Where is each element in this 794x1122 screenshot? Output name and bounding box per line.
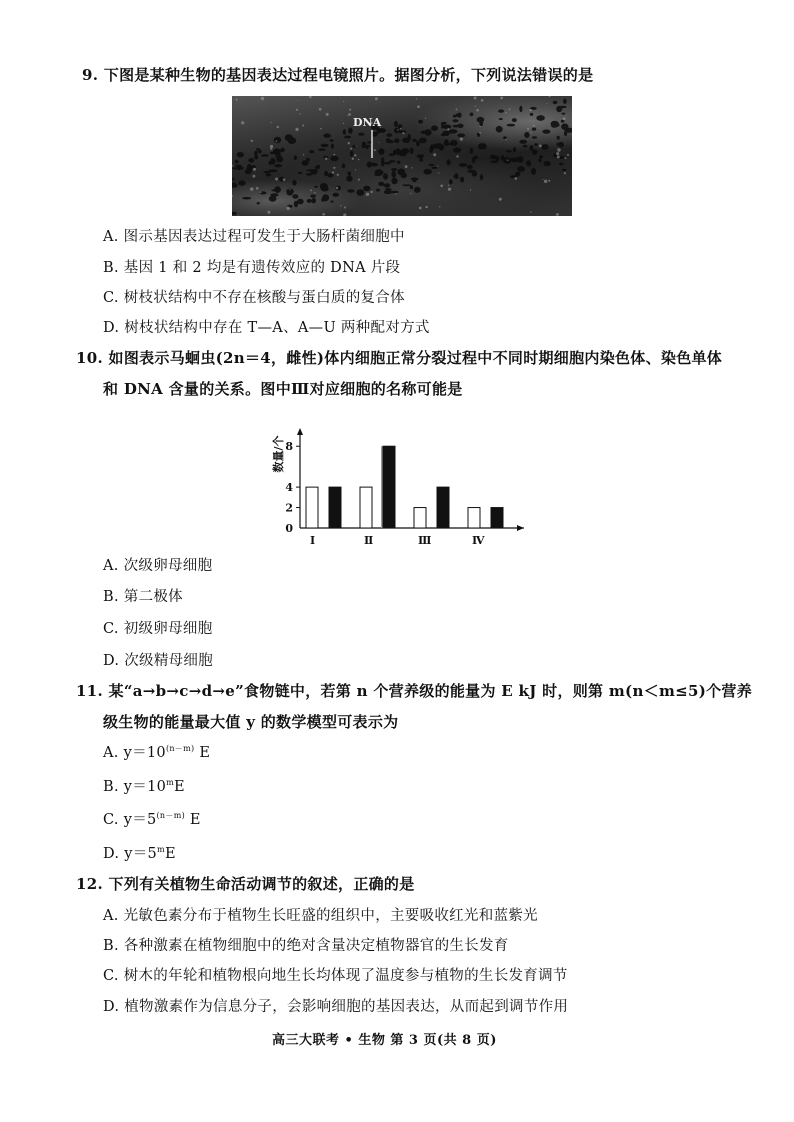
bar-chart <box>268 424 538 558</box>
q11-option-a-exponent: (n－m) <box>165 744 195 753</box>
x-tick-label: Ⅱ <box>364 534 374 547</box>
q11-option-b-exponent: m <box>166 778 175 787</box>
question-10-stem-line2: 和 DNA 含量的关系。图中Ⅲ对应细胞的名称可能是 <box>103 380 463 398</box>
q11-option-c-tail: E <box>185 812 201 828</box>
y-axis-arrow <box>297 428 303 435</box>
bar <box>437 487 449 528</box>
q11-option-a <box>103 741 210 762</box>
bar <box>491 508 503 528</box>
bar <box>360 487 372 528</box>
micrograph-texture <box>232 96 572 216</box>
q9-option-d: D. 树枝状结构中存在 T—A、A—U 两种配对方式 <box>103 320 430 336</box>
question-11-stem-line2: 级生物的能量最大值 y 的数学模型可表示为 <box>103 713 399 731</box>
q9-option-b: B. 基因 1 和 2 均是有遗传效应的 DNA 片段 <box>103 260 401 276</box>
q11-option-c-base: C. y＝5 <box>103 812 157 828</box>
bar <box>306 487 318 528</box>
bar <box>383 446 395 528</box>
q11-option-a-base: A. y＝10 <box>103 745 166 761</box>
question-9-stem: 9. 下图是某种生物的基因表达过程电镜照片。据图分析，下列说法错误的是 <box>82 66 594 84</box>
bar <box>414 508 426 528</box>
q11-option-d <box>103 842 176 863</box>
q11-option-c <box>103 808 201 829</box>
y-tick-label: 8 <box>285 440 293 454</box>
q10-option-b: B. 第二极体 <box>103 589 183 605</box>
y-tick-label: 0 <box>285 522 293 535</box>
dna-label: DNA <box>353 116 382 129</box>
q11-option-b-tail: E <box>174 779 185 795</box>
question-12-stem: 12. 下列有关植物生命活动调节的叙述，正确的是 <box>76 875 415 893</box>
q12-option-d: D. 植物激素作为信息分子，会影响细胞的基因表达，从而起到调节作用 <box>103 999 569 1015</box>
y-tick-label: 2 <box>285 501 293 515</box>
q11-option-d-exponent: m <box>157 845 165 854</box>
page-footer: 高三大联考 • 生物 第 3 页(共 8 页) <box>272 1033 497 1048</box>
electron-micrograph-image <box>232 96 572 216</box>
q9-option-c: C. 树枝状结构中不存在核酸与蛋白质的复合体 <box>103 290 405 306</box>
y-tick-label: 4 <box>285 481 293 495</box>
q12-option-a: A. 光敏色素分布于植物生长旺盛的组织中，主要吸收红光和蓝紫光 <box>103 908 538 924</box>
q11-option-b <box>103 775 185 796</box>
q11-option-b-base: B. y＝10 <box>103 779 167 795</box>
q12-option-b: B. 各种激素在植物细胞中的绝对含量决定植物器官的生长发育 <box>103 938 509 954</box>
q10-option-d: D. 次级精母细胞 <box>103 653 214 669</box>
x-tick-label: Ⅲ <box>418 534 432 547</box>
bar <box>468 508 480 528</box>
x-axis-arrow <box>517 525 524 531</box>
x-tick-label: Ⅰ <box>310 534 316 547</box>
question-10-stem-line1: 10. 如图表示马蛔虫(2n＝4，雌性)体内细胞正常分裂过程中不同时期细胞内染色体、染色单体 <box>76 349 723 367</box>
q10-option-c: C. 初级卵母细胞 <box>103 621 213 637</box>
q9-option-a: A. 图示基因表达过程可发生于大肠杆菌细胞中 <box>103 229 405 245</box>
x-tick-label: Ⅳ <box>472 534 485 547</box>
q11-option-a-tail: E <box>194 745 211 761</box>
bar <box>329 487 341 528</box>
q11-option-d-base: D. y＝5 <box>103 846 158 862</box>
q10-option-a: A. 次级卵母细胞 <box>103 558 213 574</box>
y-axis-label: 数量/个 <box>272 435 285 473</box>
q11-option-c-exponent: (n－m) <box>156 811 185 820</box>
q11-option-d-tail: E <box>164 846 176 862</box>
q12-option-c: C. 树木的年轮和植物根向地生长均体现了温度参与植物的生长发育调节 <box>103 968 568 984</box>
question-11-stem-line1: 11. 某“a→b→c→d→e”食物链中，若第 n 个营养级的能量为 E kJ 时，则第 m(n＜m≤5)个营养 <box>76 682 753 700</box>
